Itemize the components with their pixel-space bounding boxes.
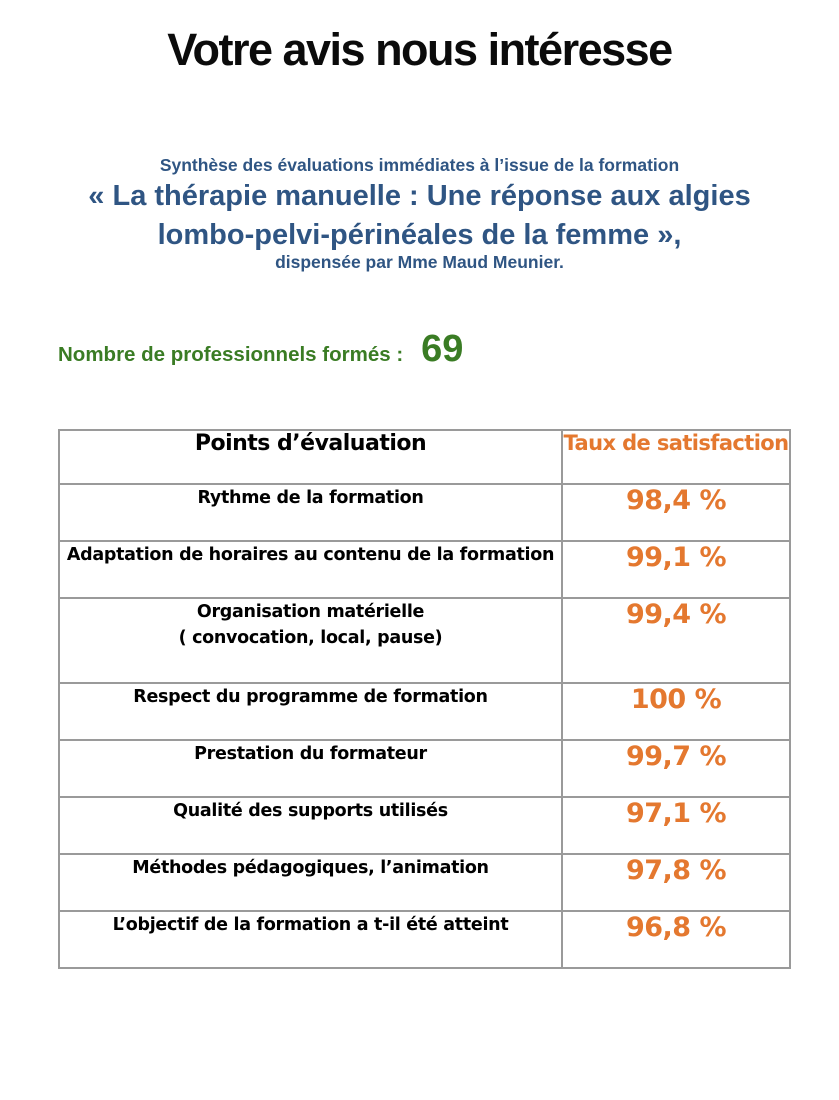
table-row bbox=[59, 598, 790, 683]
trained-professionals bbox=[58, 328, 463, 371]
evaluation-point bbox=[59, 854, 562, 911]
table-row bbox=[59, 683, 790, 740]
table-row bbox=[59, 911, 790, 968]
evaluation-point bbox=[59, 740, 562, 797]
page-title: Votre avis nous intéresse bbox=[167, 24, 672, 75]
table-row bbox=[59, 854, 790, 911]
satisfaction-rate: 99,4 % bbox=[562, 598, 790, 683]
evaluation-point-label: Respect du programme de formation bbox=[133, 687, 488, 707]
training-title-line-1: « La thérapie manuelle : Une réponse aux algies bbox=[88, 180, 751, 212]
evaluation-point bbox=[59, 598, 562, 683]
evaluation-point-label: Rythme de la formation bbox=[197, 488, 424, 508]
evaluation-point bbox=[59, 911, 562, 968]
satisfaction-rate: 96,8 % bbox=[562, 911, 790, 968]
training-title-line-2: lombo-pelvi-périnéales de la femme », bbox=[157, 219, 682, 251]
trainer-line: dispensée par Mme Maud Meunier. bbox=[275, 252, 564, 272]
evaluation-point-label: Adaptation de horaires au contenu de la formation bbox=[66, 545, 555, 565]
satisfaction-rate: 97,1 % bbox=[562, 797, 790, 854]
header-evaluation-points: Points d’évaluation bbox=[59, 430, 562, 484]
evaluation-point-label: Organisation matérielle bbox=[196, 602, 425, 622]
header-satisfaction-rate: Taux de satisfaction bbox=[562, 430, 790, 484]
satisfaction-rate: 99,7 % bbox=[562, 740, 790, 797]
evaluation-point-label: L’objectif de la formation a t-il été atteint bbox=[112, 915, 509, 935]
evaluation-point-label: Méthodes pédagogiques, l’animation bbox=[132, 858, 489, 878]
trained-label: Nombre de professionnels formés : bbox=[58, 343, 404, 366]
table-row bbox=[59, 484, 790, 541]
subtitle-intro: Synthèse des évaluations immédiates à l’issue de la formation bbox=[159, 155, 680, 175]
evaluation-point-label: Qualité des supports utilisés bbox=[173, 801, 448, 821]
satisfaction-rate: 98,4 % bbox=[562, 484, 790, 541]
evaluation-point-detail: ( convocation, local, pause) bbox=[178, 628, 443, 648]
evaluation-point bbox=[59, 541, 562, 598]
satisfaction-rate: 100 % bbox=[562, 683, 790, 740]
table-row bbox=[59, 740, 790, 797]
trained-count: 69 bbox=[421, 328, 464, 370]
satisfaction-rate: 99,1 % bbox=[562, 541, 790, 598]
table-row bbox=[59, 797, 790, 854]
evaluation-table bbox=[58, 429, 791, 969]
satisfaction-rate: 97,8 % bbox=[562, 854, 790, 911]
evaluation-point bbox=[59, 797, 562, 854]
training-subtitle bbox=[0, 154, 839, 272]
evaluation-point bbox=[59, 484, 562, 541]
evaluation-point bbox=[59, 683, 562, 740]
table-row bbox=[59, 541, 790, 598]
evaluation-point-label: Prestation du formateur bbox=[194, 744, 427, 764]
table-header-row bbox=[59, 430, 790, 484]
